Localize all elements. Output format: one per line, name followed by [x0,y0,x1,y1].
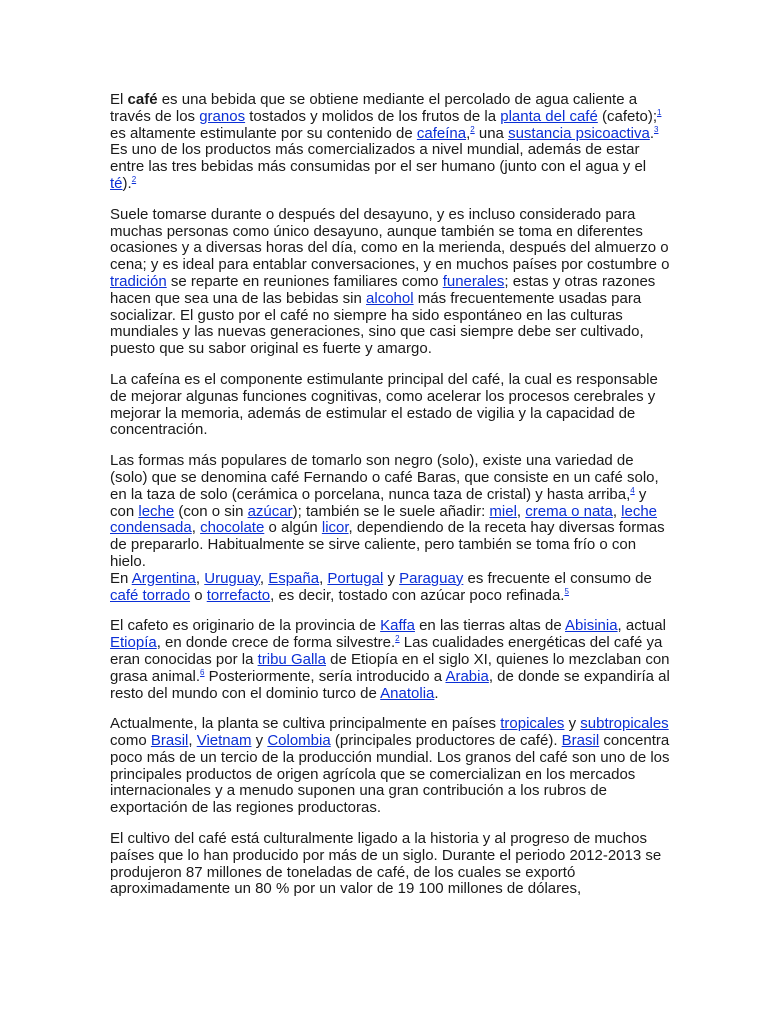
text-run: de Etiopía en el siglo XI, quienes lo mezclaban con grasa animal. [110,650,670,685]
footnote-link-2[interactable]: 2 [131,174,137,184]
text-run: , [466,124,471,142]
link-cafe-torrado[interactable]: café torrado [110,586,191,604]
link-etiopia[interactable]: Etiopía [110,634,157,652]
text-run: Las cualidades energéticas del café ya eran conocidas por la [110,634,663,668]
text-run: y [383,569,400,587]
link-tropicales[interactable]: tropicales [500,715,565,733]
link-sustancia-psicoactiva[interactable]: sustancia psicoactiva [508,124,650,142]
link-vietnam[interactable]: Vietnam [196,732,252,750]
link-uruguay[interactable]: Uruguay [204,569,260,587]
paragraph-1 [110,92,670,193]
link-planta-del-cafe[interactable]: planta del café [500,107,598,125]
text-run: ). [122,174,132,192]
link-argentina[interactable]: Argentina [131,569,196,587]
text-run: , [188,732,197,750]
paragraph-3 [110,372,670,439]
text-run: como [110,732,151,750]
text-run: o algún [264,519,322,537]
link-anatolia[interactable]: Anatolia [380,684,435,702]
text-run: . [649,124,654,142]
text-run: , [516,502,526,520]
text-run: se reparte en reuniones familiares como [166,272,443,290]
text-run: ); también se le suele añadir: [292,502,490,520]
link-alcohol[interactable]: alcohol [366,289,414,307]
link-colombia[interactable]: Colombia [267,732,331,750]
bold-term: café [127,91,158,108]
text-run: (cafeto); [597,107,657,125]
link-arabia[interactable]: Arabia [445,667,489,685]
link-leche-condensada[interactable]: leche condensada [110,502,658,537]
text-run: más frecuentemente usadas para socializar. El gusto por el café no siempre ha sido espontáneo en las culturas mundiales y las nuevas generaciones, sino que casi siempre debe ser cultivado, puesto que su sabor original es fuerte y amargo. [110,289,644,358]
text-run: , [259,569,269,587]
text-run: es una bebida que se obtiene mediante el percolado de agua caliente a través de los [110,91,638,125]
text-run: tostados y molidos de los frutos de la [245,107,501,125]
footnote-ref [654,125,658,134]
text-run: Suele tomarse durante o después del desayuno, y es incluso considerado para muchas personas como único desayuno, aunque también se toma en diferentes ocasiones y a diversas horas del día, como en la merienda, después del almuerzo o cena; y es ideal para entablar conversaciones, y en muchos países por costumbre o [110,205,670,274]
link-torrefacto[interactable]: torrefacto [206,586,271,604]
text-run: , dependiendo de la receta hay diversas formas de prepararlo. Habitualmente se sirve caliente, pero también se toma frío o con hielo. [110,519,665,570]
link-azucar[interactable]: azúcar [247,502,293,520]
footnote-ref [657,108,661,117]
footnote-link-4[interactable]: 4 [630,485,635,495]
link-brasil[interactable]: Brasil [561,732,600,750]
paragraph-7 [110,831,670,898]
text-run: . [434,684,439,702]
text-run: , de donde se expandiría al resto del mundo con el dominio turco de [110,667,670,702]
text-run: y [251,732,268,750]
text-run: (principales productores de café). [330,732,562,750]
link-te[interactable]: té [110,174,123,192]
text-run: es altamente estimulante por su contenido de [110,124,417,142]
text-run: , en donde crece de forma silvestre. [156,634,396,652]
link-tradicion[interactable]: tradición [110,272,167,290]
text-run: concentra poco más de un tercio de la producción mundial. Los granos del café son uno de los principales productos de origen agrícola que se comercializan en los mercados internacionales y a menudo suponen una gran contribución a los rubros de exportación de las regiones productoras. [110,732,670,817]
link-funerales[interactable]: funerales [442,272,505,290]
text-run: Las formas más populares de tomarlo son negro (solo), existe una variedad de (solo) que se denomina café Fernando o café Baras, que consiste en un café solo, en la taza de solo (cerámica o porcelana, nunca taza de cristal) y hasta arriba, [110,452,659,503]
text-run: , es decir, tostado con azúcar poco refinada. [270,586,565,604]
link-granos[interactable]: granos [199,107,246,125]
link-abisinia[interactable]: Abisinia [565,617,618,635]
footnote-link-2[interactable]: 2 [395,634,400,644]
link-subtropicales[interactable]: subtropicales [580,715,669,733]
text-run: , [319,569,328,587]
footnote-link-2[interactable]: 2 [470,124,475,134]
text-run: Actualmente, la planta se cultiva principalmente en países [110,715,501,733]
link-portugal[interactable]: Portugal [327,569,384,587]
footnote-link-5[interactable]: 5 [564,586,569,596]
link-kaffa[interactable]: Kaffa [380,617,415,635]
text-run: ; estas y otras razones hacen que sea una de las bebidas sin [110,272,656,307]
link-leche[interactable]: leche [138,502,175,520]
text-run: una [474,124,509,142]
text-run: , actual [617,617,666,635]
text-run: , [191,519,201,537]
text-run: , [195,569,205,587]
paragraph-6 [110,716,670,817]
text-run: en las tierras altas de [414,617,566,635]
link-brasil[interactable]: Brasil [150,732,189,750]
link-espana[interactable]: España [268,569,320,587]
text-run: o [190,586,207,604]
link-cafeina[interactable]: cafeína [416,124,467,142]
footnote-link-3[interactable]: 3 [654,124,659,134]
text-run: y [564,715,581,733]
text-run: (con o sin [174,502,248,520]
paragraph-5 [110,618,670,702]
footnote-link-1[interactable]: 1 [657,107,662,117]
paragraph-4 [110,453,670,604]
text-run: Posteriormente, sería introducido a [204,667,446,685]
text-run: La cafeína es el componente estimulante principal del café, la cual es responsable de mejorar algunas funciones cognitivas, como acelerar los procesos cerebrales y mejorar la memoria, además de estimular el estado de vigilia y la capacidad de concentración. [110,370,658,439]
footnote-ref [564,587,568,596]
link-chocolate[interactable]: chocolate [200,519,265,537]
text-run: y con [110,485,647,520]
link-licor[interactable]: licor [321,519,349,537]
text-run: El [110,91,128,108]
text-run: En [110,569,132,587]
link-tribu-galla[interactable]: tribu Galla [257,650,326,668]
footnote-ref [132,175,136,184]
footnote-link-6[interactable]: 6 [200,667,205,677]
text-run: , [612,502,622,520]
article-body [110,92,670,912]
text-run: El cultivo del café está culturalmente ligado a la historia y al progreso de muchos países que lo han producido por más de un siglo. Durante el periodo 2012-2013 se produjeron 87 millones de toneladas de café, de los cuales se exportó aproximadamente un 80 % por un valor de 19 100 millones de dólares, [110,830,662,898]
text-run: Es uno de los productos más comercializados a nivel mundial, además de estar entre las tres bebidas más consumidas por el ser humano (junto con el agua y el [110,141,647,176]
paragraph-2 [110,207,670,358]
text-run: es frecuente el consumo de [463,569,652,587]
link-miel[interactable]: miel [489,502,517,520]
text-run: El cafeto es originario de la provincia de [110,617,381,635]
link-crema-o-nata[interactable]: crema o nata [525,502,613,520]
link-paraguay[interactable]: Paraguay [399,569,464,587]
